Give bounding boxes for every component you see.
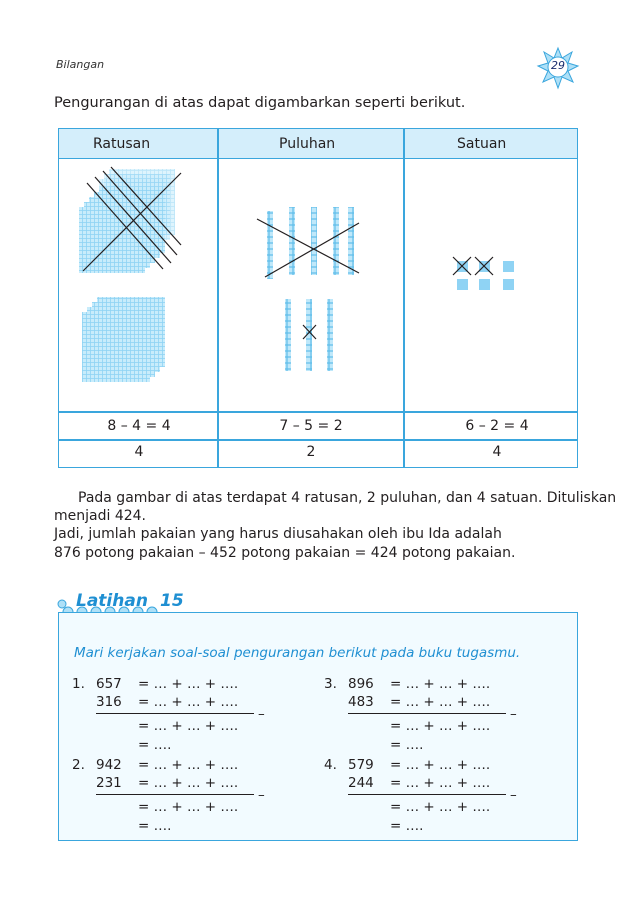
units-blocks xyxy=(453,257,514,290)
result-puluhan: 2 xyxy=(306,444,316,460)
header-ratusan: Ratusan xyxy=(93,136,151,152)
expansion-line: = … + … + …. xyxy=(138,757,239,773)
exercise-number: 15 xyxy=(160,591,184,611)
minus-sign: – xyxy=(258,706,265,722)
tens-crossed xyxy=(257,207,359,279)
place-value-table xyxy=(58,128,578,468)
row-divider xyxy=(59,411,577,413)
hundreds-crossed xyxy=(79,167,181,273)
equation-ratusan: 8 – 4 = 4 xyxy=(107,418,171,434)
running-header: Bilangan xyxy=(56,58,105,71)
problem-label: 3. xyxy=(324,676,337,692)
header-puluhan: Puluhan xyxy=(279,136,336,152)
expansion-line: = … + … + …. xyxy=(138,775,239,791)
exercise-instruction: Mari kerjakan soal-soal pengurangan berikut pada buku tugasmu. xyxy=(74,645,521,661)
problem-subtrahend: 231 xyxy=(96,775,122,791)
base-ten-blocks-illustration xyxy=(59,159,576,409)
paragraph-line: menjadi 424. xyxy=(54,508,146,524)
problem-label: 2. xyxy=(72,757,85,773)
result-line: = …. xyxy=(138,818,172,834)
paragraph-line: 876 potong pakaian – 452 potong pakaian = 424 potong pakaian. xyxy=(54,545,516,561)
result-ratusan: 4 xyxy=(134,444,144,460)
result-line: = …. xyxy=(390,818,424,834)
paragraph-line: Jadi, jumlah pakaian yang harus diusahakan oleh ibu Ida adalah xyxy=(54,526,502,542)
minus-sign: – xyxy=(510,787,517,803)
subtraction-rule xyxy=(348,713,506,714)
problem-label: 4. xyxy=(324,757,337,773)
problem-subtrahend: 316 xyxy=(96,694,122,710)
subtraction-rule xyxy=(96,713,254,714)
minus-sign: – xyxy=(510,706,517,722)
problem-subtrahend: 483 xyxy=(348,694,374,710)
equation-puluhan: 7 – 5 = 2 xyxy=(279,418,343,434)
exercise-title: Latihan xyxy=(76,591,148,611)
problem-minuend: 942 xyxy=(96,757,122,773)
problem-minuend: 579 xyxy=(348,757,374,773)
expansion-line: = … + … + …. xyxy=(138,799,239,815)
expansion-line: = … + … + …. xyxy=(390,718,491,734)
problem-label: 1. xyxy=(72,676,85,692)
intro-text: Pengurangan di atas dapat digambarkan seperti berikut. xyxy=(54,95,466,111)
hundreds-remaining xyxy=(82,297,165,382)
header-satuan: Satuan xyxy=(457,136,507,152)
page-number-badge xyxy=(536,46,580,90)
page-number: 29 xyxy=(551,59,565,72)
paragraph-line: Pada gambar di atas terdapat 4 ratusan, 2 puluhan, dan 4 satuan. Dituliskan xyxy=(78,490,617,506)
expansion-line: = … + … + …. xyxy=(138,694,239,710)
subtraction-rule xyxy=(348,794,506,795)
result-line: = …. xyxy=(138,737,172,753)
expansion-line: = … + … + …. xyxy=(390,676,491,692)
expansion-line: = … + … + …. xyxy=(390,775,491,791)
result-satuan: 4 xyxy=(492,444,502,460)
minus-sign: – xyxy=(258,787,265,803)
expansion-line: = … + … + …. xyxy=(390,694,491,710)
problem-minuend: 657 xyxy=(96,676,122,692)
equation-satuan: 6 – 2 = 4 xyxy=(465,418,529,434)
expansion-line: = … + … + …. xyxy=(138,718,239,734)
expansion-line: = … + … + …. xyxy=(390,757,491,773)
tens-remaining xyxy=(285,299,333,371)
subtraction-rule xyxy=(96,794,254,795)
result-line: = …. xyxy=(390,737,424,753)
row-divider xyxy=(59,439,577,441)
expansion-line: = … + … + …. xyxy=(390,799,491,815)
expansion-line: = … + … + …. xyxy=(138,676,239,692)
problem-subtrahend: 244 xyxy=(348,775,374,791)
problem-minuend: 896 xyxy=(348,676,374,692)
table-header-row xyxy=(59,129,577,159)
